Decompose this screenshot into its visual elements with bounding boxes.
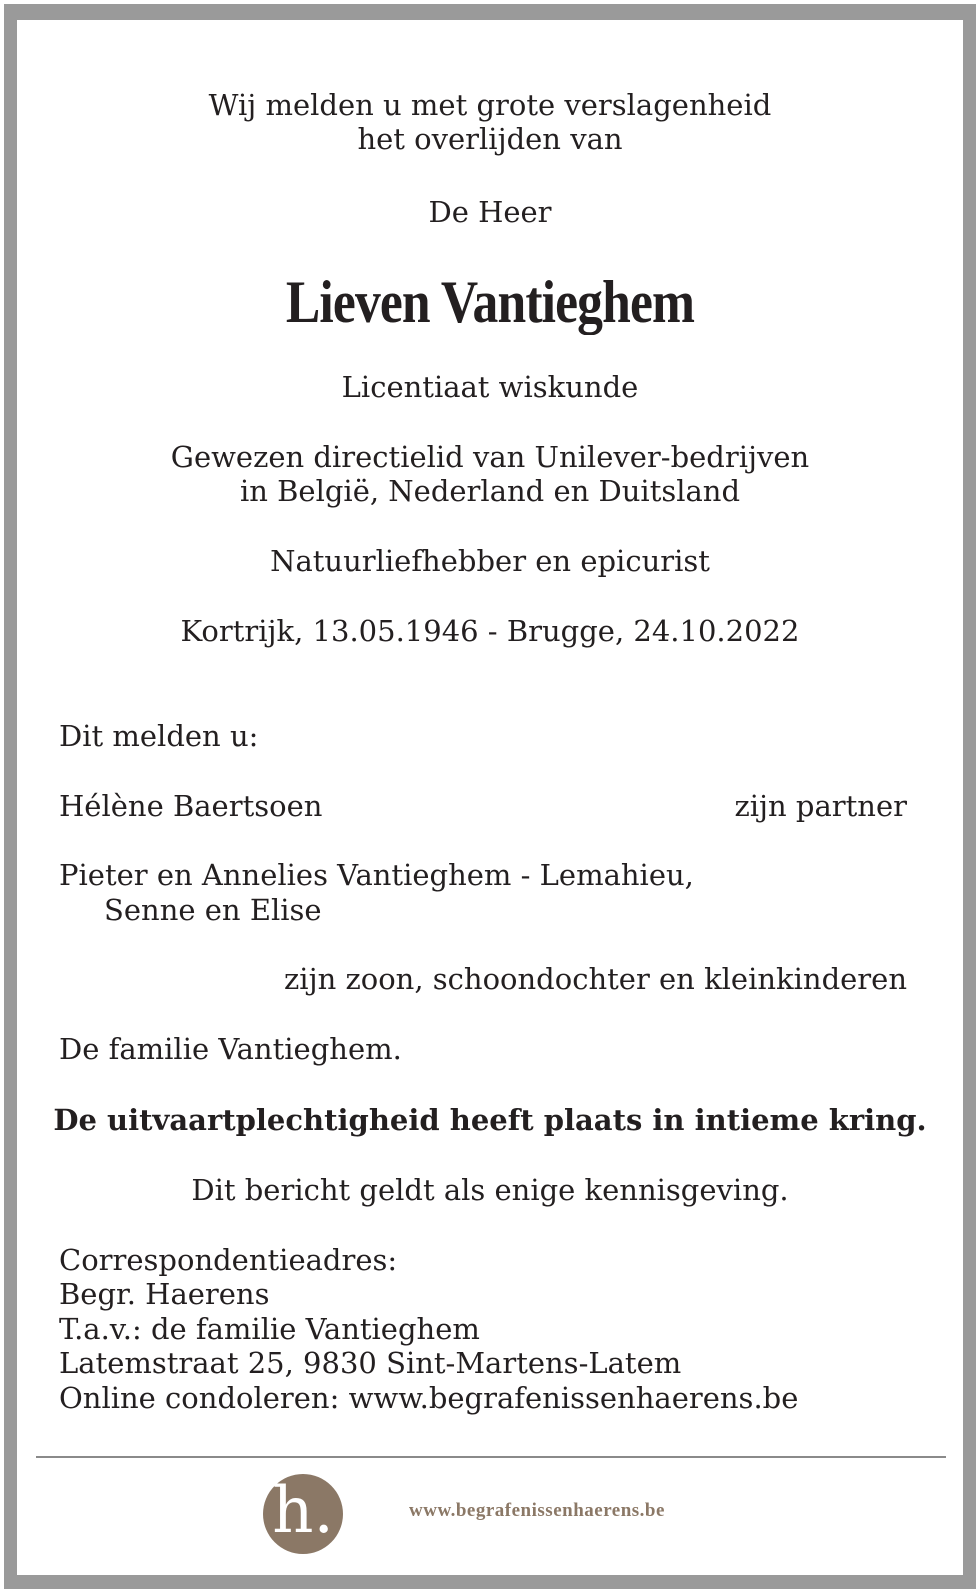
correspondence-attention: T.a.v.: de familie Vantieghem [59,1312,480,1346]
footer-divider [36,1456,946,1458]
header-line-2: het overlijden van [357,122,623,156]
correspondence-online: Online condoleren: www.begrafenissenhaerens.be [59,1381,799,1415]
deceased-title: De Heer [428,195,552,229]
family-line: De familie Vantieghem. [59,1032,402,1066]
partner-relation: zijn partner [734,789,907,823]
correspondence-label: Correspondentieadres: [59,1243,398,1277]
undertaker-logo: h. [263,1474,343,1554]
children-line-2: Senne en Elise [104,893,322,927]
character-line: Natuurliefhebber en epicurist [270,544,710,578]
ceremony-notice: De uitvaartplechtigheid heeft plaats in intieme kring. [53,1103,927,1137]
career-line-1: Gewezen directielid van Unilever-bedrijven [170,440,810,474]
header-line-1: Wij melden u met grote verslagenheid [208,88,772,122]
correspondence-address: Latemstraat 25, 9830 Sint-Martens-Latem [59,1346,682,1380]
deceased-degree: Licentiaat wiskunde [341,370,639,404]
announcers-intro: Dit melden u: [59,719,259,753]
children-line-1: Pieter en Annelies Vantieghem - Lemahieu, [59,858,694,892]
kennisgeving-notice: Dit bericht geldt als enige kennisgeving. [191,1173,789,1207]
life-dates: Kortrijk, 13.05.1946 - Brugge, 24.10.2022 [180,614,800,648]
partner-name: Hélène Baertsoen [59,789,323,823]
footer-website-link[interactable]: www.begrafenissenhaerens.be [409,1500,665,1521]
children-relation: zijn zoon, schoondochter en kleinkinderen [284,962,907,996]
career-line-2: in België, Nederland en Duitsland [239,474,741,508]
deceased-name: Lieven Vantieghem [285,269,695,335]
correspondence-undertaker: Begr. Haerens [59,1277,270,1311]
